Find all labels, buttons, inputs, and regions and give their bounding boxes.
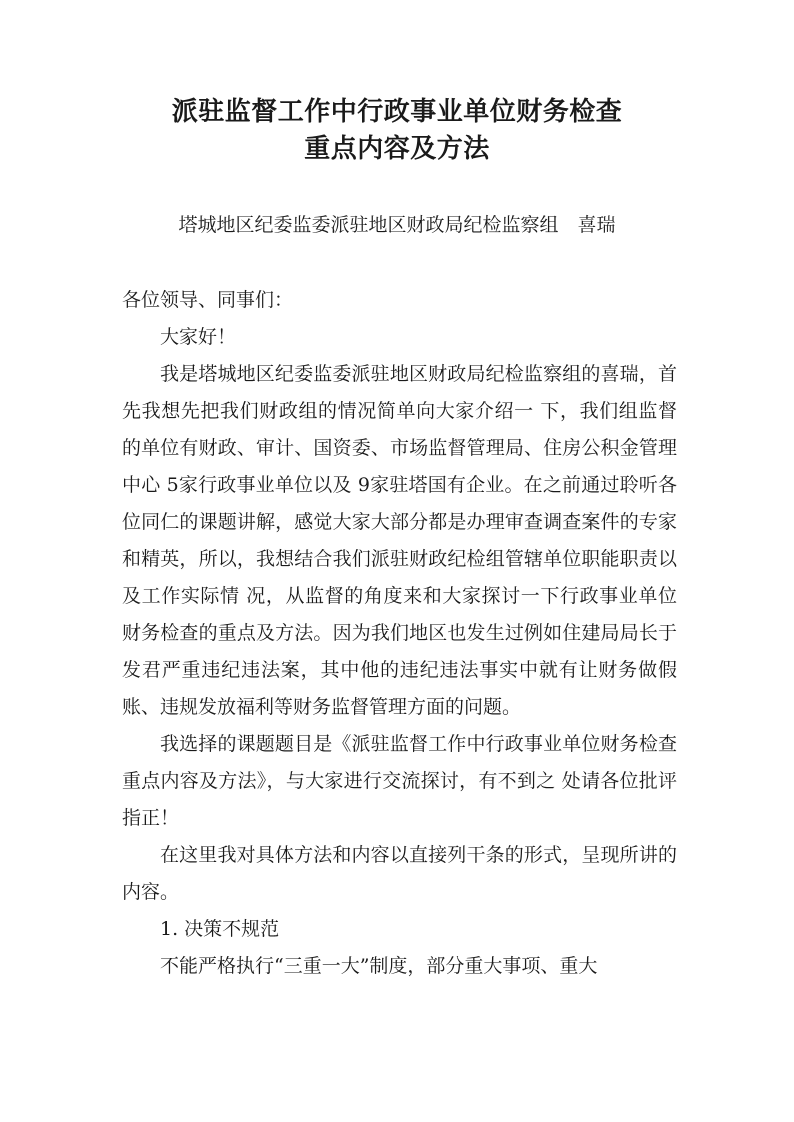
document-title-line-2: 重点内容及方法: [304, 134, 490, 164]
section-heading-1: 1. 决策不规范: [160, 918, 280, 940]
author-line: 塔城地区纪委监委派驻地区财政局纪检监察组 喜瑞: [178, 214, 616, 236]
document-body: [122, 282, 677, 985]
paragraph-introduction: 我是塔城地区纪委监委派驻地区财政局纪检监察组的喜瑞，首先我想先把我们财政组的情况简单向大家介绍一 下，我们组监督的单位有财政、审计、国资委、市场监督管理局、住房公积金管理中心 5家行政事业单位以及 9家驻塔国有企业。在之前通过聆听各位同仁的课题讲解，感觉大家大部分都是办理审查调查案件的专家和精英，所以，我想结合我们派驻财政纪检组管辖单位职能职责以及工作实际情 况，从监督的角度来和大家探讨一下行政事业单位财务检查的重点及方法。因为我们地区也发生过例如住建局局长于发君严重违纪违法案，其中他的违纪违法事实中就有让财务做假账、违规发放福利等财务监督管理方面的问题。: [122, 363, 677, 718]
paragraph-topic: 我选择的课题题目是《派驻监督工作中行政事业单位财务检查重点内容及方法》，与大家进行交流探讨，有不到之 处请各位批评指正！: [122, 733, 677, 829]
document-title-line-1: 派驻监督工作中行政事业单位财务检查: [171, 97, 623, 127]
salutation: 各位领导、同事们：: [122, 289, 294, 311]
paragraph-format: 在这里我对具体方法和内容以直接列干条的形式，呈现所讲的内容。: [122, 844, 677, 903]
paragraph-section-1: 不能严格执行“三重一大”制度，部分重大事项、重大: [160, 955, 598, 977]
paragraph-greeting: 大家好！: [160, 326, 237, 348]
